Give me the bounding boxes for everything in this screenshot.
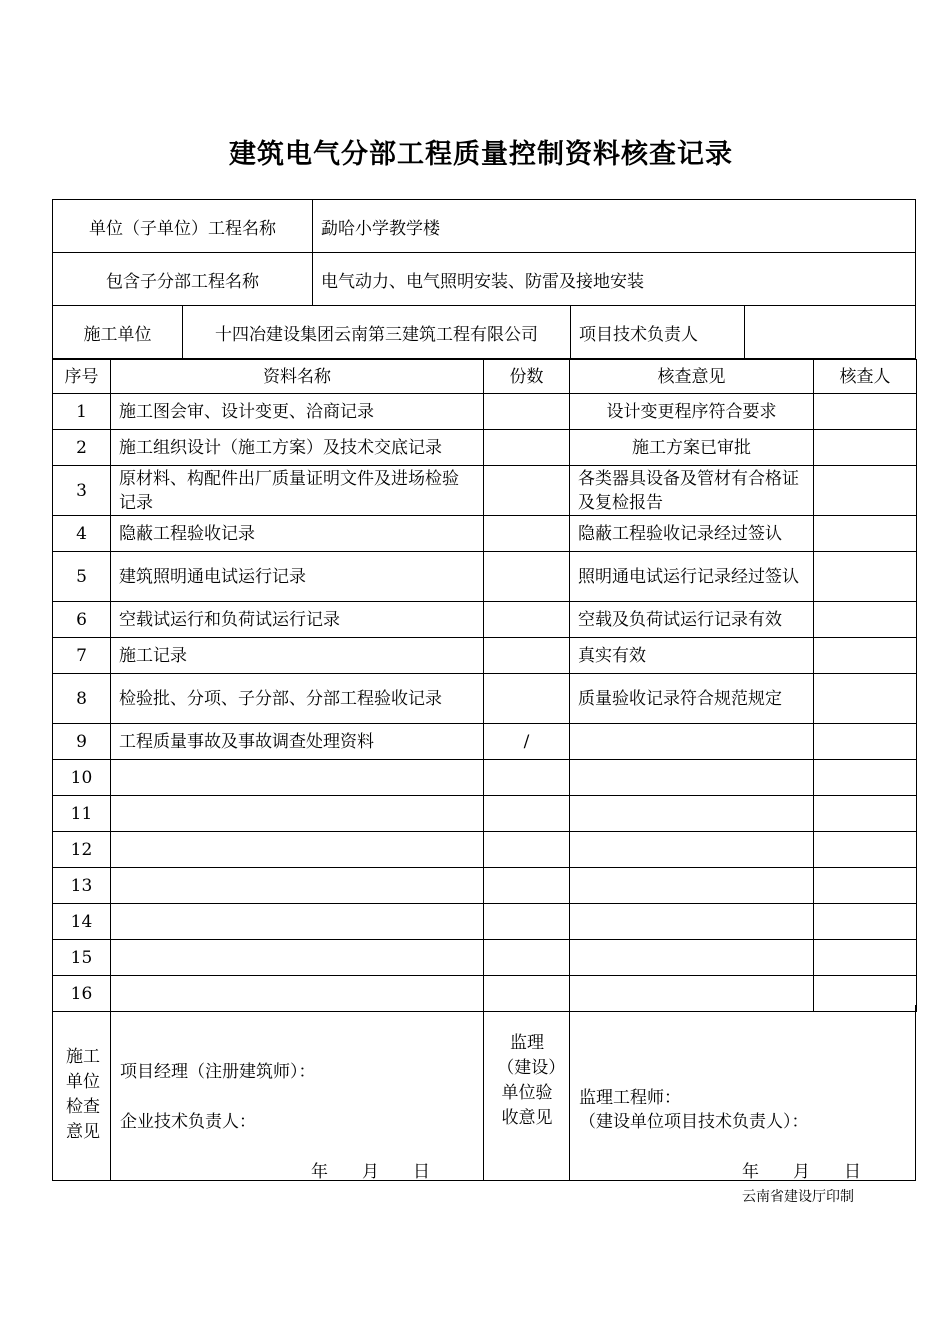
project-manager-label: 项目经理（注册建筑师）： [120,1062,316,1082]
sub-projects-row [53,253,915,306]
owner-tech-lead-label: （建设单位项目技术负责人）： [579,1112,809,1132]
row-opinion [570,724,814,760]
row-copies [484,796,570,832]
row-copies: / [484,724,570,760]
row-document-name: 施工图会审、设计变更、洽商记录 [111,394,484,430]
row-number: 5 [53,552,111,602]
row-checker [814,868,917,904]
row-opinion [570,832,814,868]
signature-section [52,1005,916,1181]
row-document-name [111,904,484,940]
row-copies [484,466,570,516]
row-document-name: 隐蔽工程验收记录 [111,516,484,552]
table-row [53,796,917,832]
row-document-name [111,940,484,976]
table-row [53,940,917,976]
supervisor-check-cell [484,1005,570,1180]
contractor-check-cell [53,1005,111,1180]
row-number: 2 [53,430,111,466]
row-checker [814,832,917,868]
row-copies [484,602,570,638]
row-opinion: 真实有效 [570,638,814,674]
table-row [53,904,917,940]
row-document-name: 建筑照明通电试运行记录 [111,552,484,602]
date-left: 年 月 日 [311,1162,430,1182]
row-document-name [111,760,484,796]
col-checker-header: 核查人 [814,360,917,394]
supervisor-signature-cell [570,1005,915,1180]
row-number: 11 [53,796,111,832]
row-checker [814,552,917,602]
table-row [53,832,917,868]
table-row [53,394,917,430]
table-row [53,674,917,724]
row-opinion [570,868,814,904]
row-document-name [111,796,484,832]
table-row [53,552,917,602]
col-name-header: 资料名称 [111,360,484,394]
row-copies [484,516,570,552]
row-checker [814,430,917,466]
row-opinion: 各类器具设备及管材有合格证及复检报告 [570,466,814,516]
date-right: 年 月 日 [742,1162,861,1182]
sub-projects-label: 包含子分部工程名称 [53,253,313,305]
contractor-value: 十四冶建设集团云南第三建筑工程有限公司 [183,306,571,358]
row-checker [814,760,917,796]
row-checker [814,724,917,760]
row-opinion: 施工方案已审批 [570,430,814,466]
table-row [53,602,917,638]
printer-note: 云南省建设厅印制 [742,1189,854,1205]
project-header [52,199,916,359]
row-copies [484,430,570,466]
page-title: 建筑电气分部工程质量控制资料核查记录 [229,139,733,170]
row-checker [814,394,917,430]
table-row [53,760,917,796]
row-number: 13 [53,868,111,904]
row-document-name: 施工记录 [111,638,484,674]
row-checker [814,904,917,940]
contractor-check-label: 施工单位检查意见 [66,1047,100,1142]
enterprise-tech-lead-label: 企业技术负责人： [120,1112,256,1132]
row-document-name: 检验批、分项、子分部、分部工程验收记录 [111,674,484,724]
row-opinion [570,904,814,940]
supervisor-check-label: 监理（建设）单位验收意见 [497,1033,557,1128]
unit-project-value: 勐哈小学教学楼 [321,218,440,239]
table-row [53,638,917,674]
table-row [53,868,917,904]
table-header-row [53,360,917,394]
sub-projects-value: 电气动力、电气照明安装、防雷及接地安装 [321,271,644,292]
row-copies [484,904,570,940]
unit-project-label: 单位（子单位）工程名称 [53,200,313,252]
row-copies [484,638,570,674]
row-document-name: 施工组织设计（施工方案）及技术交底记录 [111,430,484,466]
row-number: 16 [53,976,111,1012]
row-checker [814,516,917,552]
col-copies-header: 份数 [484,360,570,394]
row-checker [814,674,917,724]
row-document-name [111,832,484,868]
table-row [53,724,917,760]
row-opinion [570,760,814,796]
row-number: 8 [53,674,111,724]
row-checker [814,796,917,832]
row-number: 7 [53,638,111,674]
contractor-row [53,306,915,358]
row-number: 15 [53,940,111,976]
tech-lead-label: 项目技术负责人 [571,306,745,358]
row-opinion [570,940,814,976]
row-opinion: 质量验收记录符合规范规定 [570,674,814,724]
row-document-name: 原材料、构配件出厂质量证明文件及进场检验记录 [111,466,484,516]
row-document-name [111,868,484,904]
row-opinion: 空载及负荷试运行记录有效 [570,602,814,638]
row-copies [484,552,570,602]
unit-project-row [53,200,915,253]
row-checker [814,638,917,674]
row-copies [484,760,570,796]
row-document-name: 空载试运行和负荷试运行记录 [111,602,484,638]
row-number: 12 [53,832,111,868]
row-opinion [570,796,814,832]
row-copies [484,940,570,976]
contractor-label: 施工单位 [53,306,183,358]
row-copies [484,674,570,724]
row-opinion: 设计变更程序符合要求 [570,394,814,430]
table-row [53,466,917,516]
row-opinion: 隐蔽工程验收记录经过签认 [570,516,814,552]
row-number: 1 [53,394,111,430]
row-number: 14 [53,904,111,940]
row-checker [814,466,917,516]
row-checker [814,602,917,638]
table-row [53,516,917,552]
supervising-engineer-label: 监理工程师： [579,1088,681,1108]
row-copies [484,394,570,430]
row-number: 10 [53,760,111,796]
row-copies [484,868,570,904]
document-table [52,359,917,1012]
row-number: 6 [53,602,111,638]
row-number: 3 [53,466,111,516]
contractor-signature-cell [111,1005,484,1180]
col-no-header: 序号 [53,360,111,394]
row-checker [814,940,917,976]
row-copies [484,832,570,868]
tech-lead-value [745,306,915,358]
row-document-name: 工程质量事故及事故调查处理资料 [111,724,484,760]
row-opinion: 照明通电试运行记录经过签认 [570,552,814,602]
row-number: 9 [53,724,111,760]
row-number: 4 [53,516,111,552]
col-opinion-header: 核查意见 [570,360,814,394]
table-row [53,430,917,466]
